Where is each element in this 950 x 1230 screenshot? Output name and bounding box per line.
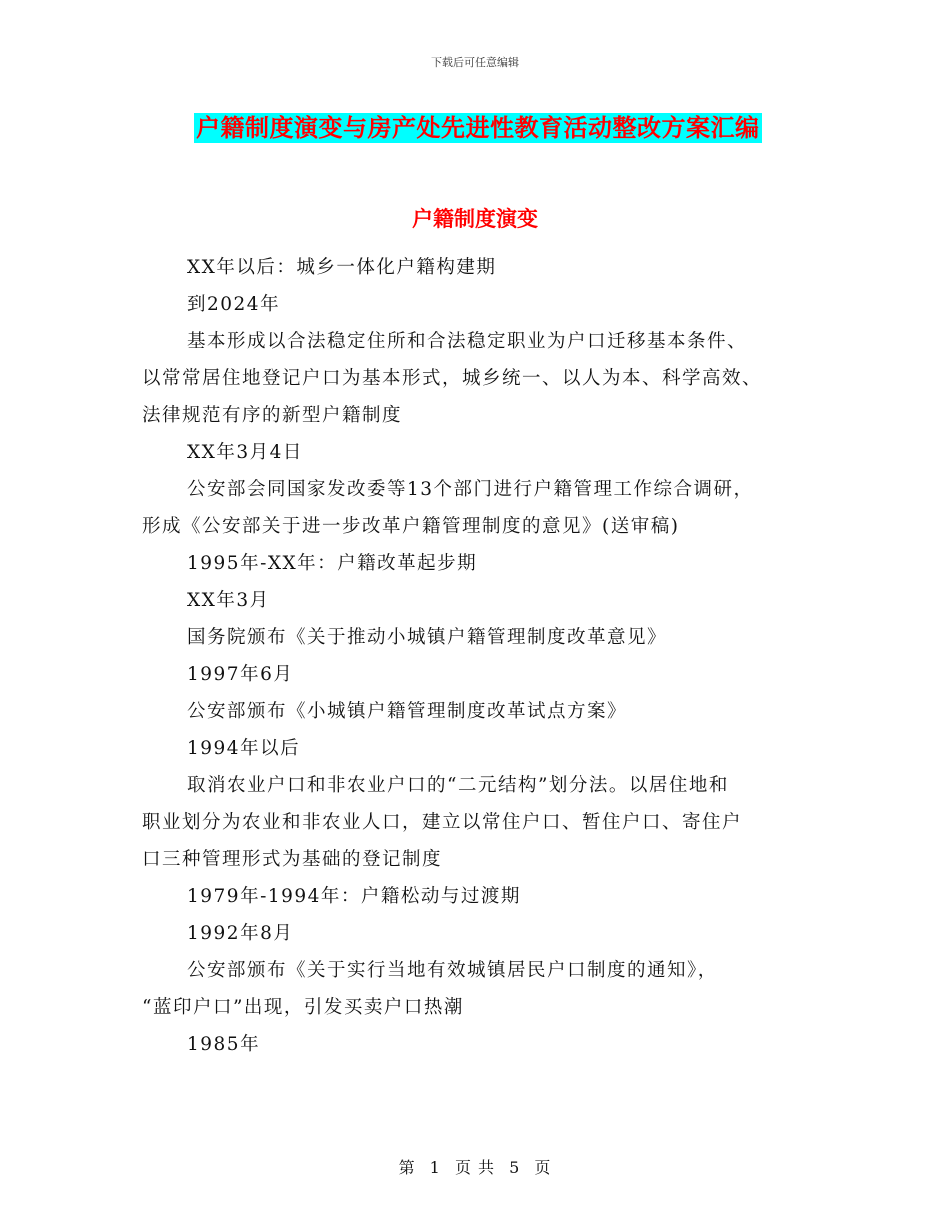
text-line: 公安部颁布《关于实行当地有效城镇居民户口制度的通知》， xyxy=(187,960,718,981)
text-line: 职业划分为农业和非农业人口，建立以常住户口、暂住户口、寄住户 xyxy=(142,812,743,833)
header-note: 下载后可任意编辑 xyxy=(431,56,519,69)
text-line: XX年以后：城乡一体化户籍构建期 xyxy=(187,257,497,278)
text-line: 1979年-1994年：户籍松动与过渡期 xyxy=(187,886,521,907)
body-text xyxy=(142,249,822,1063)
footer-prefix: 第 xyxy=(398,1158,416,1177)
text-line: 1985年 xyxy=(187,1034,261,1055)
text-line: 法律规范有序的新型户籍制度 xyxy=(142,405,403,426)
text-line: 1997年6月 xyxy=(187,664,294,685)
document-title: 户籍制度演变与房产处先进性教育活动整改方案汇编 xyxy=(196,113,760,142)
text-line: 1992年8月 xyxy=(187,923,294,944)
text-line: 以常常居住地登记户口为基本形式，城乡统一、以人为本、科学高效、 xyxy=(142,368,763,389)
text-line: 1995年-XX年：户籍改革起步期 xyxy=(187,553,478,574)
text-line: 口三种管理形式为基础的登记制度 xyxy=(142,849,443,870)
text-line: 1994年以后 xyxy=(187,738,301,759)
page-total: 5 xyxy=(509,1158,521,1177)
text-line: XX年3月4日 xyxy=(187,442,303,463)
page-number: 1 xyxy=(429,1158,441,1177)
text-line: “蓝印户口”出现，引发买卖户口热潮 xyxy=(142,997,464,1018)
text-line: 国务院颁布《关于推动小城镇户籍管理制度改革意见》 xyxy=(187,627,668,648)
footer-suffix: 页 xyxy=(534,1158,552,1177)
text-line: 基本形成以合法稳定住所和合法稳定职业为户口迁移基本条件、 xyxy=(187,331,748,352)
text-line: 公安部颁布《小城镇户籍管理制度改革试点方案》 xyxy=(187,701,628,722)
text-line: 取消农业户口和非农业户口的“二元结构”划分法。以居住地和 xyxy=(187,775,729,796)
text-line: 形成《公安部关于进一步改革户籍管理制度的意见》(送审稿) xyxy=(142,516,680,537)
section-title: 户籍制度演变 xyxy=(412,206,538,231)
text-line: 到2024年 xyxy=(187,294,281,315)
footer-middle: 页 共 xyxy=(454,1158,496,1177)
page-footer xyxy=(0,1155,950,1178)
text-line: 公安部会同国家发改委等13个部门进行户籍管理工作综合调研， xyxy=(187,479,754,500)
text-line: XX年3月 xyxy=(187,590,270,611)
